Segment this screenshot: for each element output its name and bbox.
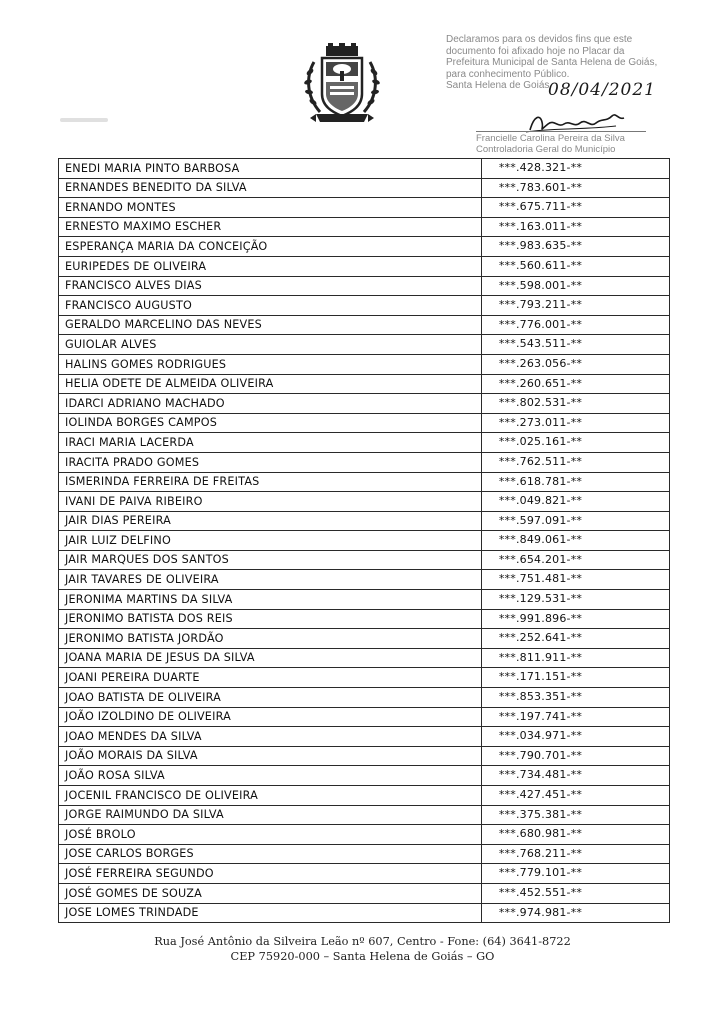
signature-rule <box>476 131 646 132</box>
cell-cpf: ***.768.211-** <box>482 844 670 864</box>
table-row <box>59 727 670 747</box>
table-row <box>59 609 670 629</box>
cell-cpf: ***.273.011-** <box>482 413 670 433</box>
table-row <box>59 531 670 551</box>
cell-name: JAIR DIAS PEREIRA <box>59 511 482 531</box>
cell-cpf: ***.776.001-** <box>482 315 670 335</box>
cell-name: JERONIMO BATISTA DOS REIS <box>59 609 482 629</box>
faint-scan-mark <box>60 118 108 122</box>
table-row <box>59 707 670 727</box>
table-row <box>59 844 670 864</box>
footer-cep-city: CEP 75920-000 – Santa Helena de Goiás – GO <box>230 950 495 963</box>
table-row <box>59 492 670 512</box>
cell-cpf: ***.853.351-** <box>482 688 670 708</box>
cell-name: ESPERANÇA MARIA DA CONCEIÇÃO <box>59 237 482 257</box>
cell-name: JERONIMA MARTINS DA SILVA <box>59 590 482 610</box>
table-row <box>59 256 670 276</box>
cell-cpf: ***.427.451-** <box>482 786 670 806</box>
cell-cpf: ***.260.651-** <box>482 374 670 394</box>
cell-cpf: ***.675.711-** <box>482 198 670 218</box>
stamp-line: para conhecimento Público. <box>446 68 570 80</box>
cell-name: FRANCISCO AUGUSTO <box>59 296 482 316</box>
cell-name: IRACITA PRADO GOMES <box>59 452 482 472</box>
stamp-line: Prefeitura Municipal de Santa Helena de Goiás, <box>446 57 658 68</box>
cell-name: EURIPEDES DE OLIVEIRA <box>59 256 482 276</box>
stamp-line: Declaramos para os devidos fins que este <box>446 34 633 45</box>
table-row <box>59 394 670 414</box>
table-row <box>59 159 670 179</box>
cell-cpf: ***.034.971-** <box>482 727 670 747</box>
table-row <box>59 354 670 374</box>
cell-cpf: ***.793.211-** <box>482 296 670 316</box>
table-row <box>59 433 670 453</box>
cell-name: GERALDO MARCELINO DAS NEVES <box>59 315 482 335</box>
cell-cpf: ***.991.896-** <box>482 609 670 629</box>
cell-cpf: ***.618.781-** <box>482 472 670 492</box>
cell-name: FRANCISCO ALVES DIAS <box>59 276 482 296</box>
cell-name: JOÃO ROSA SILVA <box>59 766 482 786</box>
cell-name: JORGE RAIMUNDO DA SILVA <box>59 805 482 825</box>
cell-cpf: ***.129.531-** <box>482 590 670 610</box>
table-row <box>59 511 670 531</box>
table-row <box>59 217 670 237</box>
cell-name: IVANI DE PAIVA RIBEIRO <box>59 492 482 512</box>
table-row <box>59 570 670 590</box>
table-row <box>59 413 670 433</box>
cell-name: HELIA ODETE DE ALMEIDA OLIVEIRA <box>59 374 482 394</box>
cell-cpf: ***.811.911-** <box>482 648 670 668</box>
cell-cpf: ***.597.091-** <box>482 511 670 531</box>
cell-name: ERNESTO MAXIMO ESCHER <box>59 217 482 237</box>
table-row <box>59 276 670 296</box>
cell-name: ERNANDES BENEDITO DA SILVA <box>59 178 482 198</box>
table-row <box>59 178 670 198</box>
cell-name: JAIR LUIZ DELFINO <box>59 531 482 551</box>
cell-cpf: ***.452.551-** <box>482 883 670 903</box>
cell-cpf: ***.598.001-** <box>482 276 670 296</box>
cell-cpf: ***.163.011-** <box>482 217 670 237</box>
table-row <box>59 766 670 786</box>
footer-address: Rua José Antônio da Silveira Leão nº 607, Centro - Fone: (64) 3641-8722 <box>154 935 571 948</box>
stamp-line: Santa Helena de Goiás <box>446 80 550 91</box>
table-row <box>59 629 670 649</box>
cell-name: IDARCI ADRIANO MACHADO <box>59 394 482 414</box>
table-row <box>59 472 670 492</box>
table-row <box>59 335 670 355</box>
cell-name: JOSE CARLOS BORGES <box>59 844 482 864</box>
table-row <box>59 805 670 825</box>
beneficiary-table <box>58 158 670 923</box>
cell-cpf: ***.375.381-** <box>482 805 670 825</box>
table-row <box>59 883 670 903</box>
table-row <box>59 237 670 257</box>
cell-name: JOANA MARIA DE JESUS DA SILVA <box>59 648 482 668</box>
cell-cpf: ***.734.481-** <box>482 766 670 786</box>
cell-cpf: ***.025.161-** <box>482 433 670 453</box>
table-row <box>59 688 670 708</box>
cell-cpf: ***.983.635-** <box>482 237 670 257</box>
cell-cpf: ***.790.701-** <box>482 746 670 766</box>
cell-cpf: ***.252.641-** <box>482 629 670 649</box>
cell-cpf: ***.802.531-** <box>482 394 670 414</box>
table-row <box>59 864 670 884</box>
cell-name: JOÃO IZOLDINO DE OLIVEIRA <box>59 707 482 727</box>
table-row <box>59 452 670 472</box>
cell-cpf: ***.849.061-** <box>482 531 670 551</box>
cell-cpf: ***.779.101-** <box>482 864 670 884</box>
cell-name: JERONIMO BATISTA JORDÃO <box>59 629 482 649</box>
cell-cpf: ***.543.511-** <box>482 335 670 355</box>
cell-name: ERNANDO MONTES <box>59 198 482 218</box>
table-row <box>59 825 670 845</box>
cell-name: IRACI MARIA LACERDA <box>59 433 482 453</box>
official-name: Francielle Carolina Pereira da Silva <box>476 133 625 144</box>
cell-cpf: ***.974.981-** <box>482 903 670 923</box>
cell-name: JOANI PEREIRA DUARTE <box>59 668 482 688</box>
municipal-coat-of-arms-icon <box>300 42 384 128</box>
cell-name: ENEDI MARIA PINTO BARBOSA <box>59 159 482 179</box>
cell-name: JOSÉ GOMES DE SOUZA <box>59 883 482 903</box>
stamp-date: 08/04/2021 <box>548 80 656 100</box>
page-footer <box>0 934 725 964</box>
cell-cpf: ***.751.481-** <box>482 570 670 590</box>
cell-name: JAIR MARQUES DOS SANTOS <box>59 550 482 570</box>
table-row <box>59 590 670 610</box>
cell-cpf: ***.560.611-** <box>482 256 670 276</box>
cell-name: JOSE LOMES TRINDADE <box>59 903 482 923</box>
cell-name: JAIR TAVARES DE OLIVEIRA <box>59 570 482 590</box>
cell-name: IOLINDA BORGES CAMPOS <box>59 413 482 433</box>
cell-cpf: ***.680.981-** <box>482 825 670 845</box>
table-row <box>59 786 670 806</box>
cell-cpf: ***.263.056-** <box>482 354 670 374</box>
cell-cpf: ***.783.601-** <box>482 178 670 198</box>
table-row <box>59 668 670 688</box>
cell-name: GUIOLAR ALVES <box>59 335 482 355</box>
cell-name: ISMERINDA FERREIRA DE FREITAS <box>59 472 482 492</box>
table-row <box>59 198 670 218</box>
table-row <box>59 374 670 394</box>
cell-name: JOAO BATISTA DE OLIVEIRA <box>59 688 482 708</box>
cell-cpf: ***.428.321-** <box>482 159 670 179</box>
table-row <box>59 296 670 316</box>
cell-cpf: ***.049.821-** <box>482 492 670 512</box>
official-title: Controladoria Geral do Município <box>476 144 616 155</box>
table-row <box>59 550 670 570</box>
cell-cpf: ***.654.201-** <box>482 550 670 570</box>
cell-name: JOÃO MORAIS DA SILVA <box>59 746 482 766</box>
table-row <box>59 648 670 668</box>
cell-name: HALINS GOMES RODRIGUES <box>59 354 482 374</box>
cell-name: JOAO MENDES DA SILVA <box>59 727 482 747</box>
cell-cpf: ***.762.511-** <box>482 452 670 472</box>
cell-cpf: ***.171.151-** <box>482 668 670 688</box>
cell-name: JOSÉ FERREIRA SEGUNDO <box>59 864 482 884</box>
stamp-line: documento foi afixado hoje no Placar da <box>446 45 625 57</box>
table-row <box>59 746 670 766</box>
table-row <box>59 315 670 335</box>
cell-name: JOCENIL FRANCISCO DE OLIVEIRA <box>59 786 482 806</box>
table-row <box>59 903 670 923</box>
cell-name: JOSÉ BROLO <box>59 825 482 845</box>
cell-cpf: ***.197.741-** <box>482 707 670 727</box>
stamp-official <box>476 133 656 155</box>
